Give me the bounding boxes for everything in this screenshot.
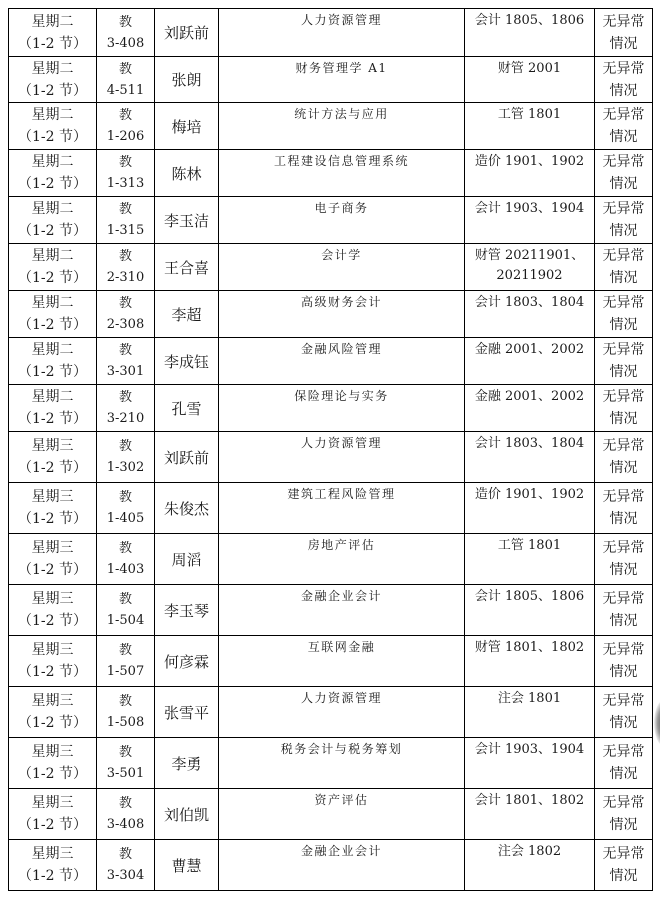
teacher-name: 李勇: [171, 754, 202, 773]
table-row: [9, 585, 653, 636]
teacher-cell: [155, 385, 219, 432]
period-label: （1-2 节）: [18, 766, 87, 782]
course-cell: [219, 789, 465, 840]
status-cell: [595, 57, 653, 103]
day-period-cell: [9, 636, 97, 687]
inspection-status: 无异常情况: [602, 438, 645, 476]
period-label: （1-2 节）: [18, 270, 87, 286]
classroom-cell: [97, 687, 155, 738]
class-group-cell: [465, 534, 595, 585]
class-group: 注会 1802: [497, 844, 562, 859]
inspection-status: 无异常情况: [602, 846, 645, 884]
status-cell: [595, 150, 653, 197]
course-name: 统计方法与应用: [294, 107, 389, 121]
period-label: （1-2 节）: [18, 411, 87, 427]
teacher-cell: [155, 291, 219, 338]
course-cell: [219, 103, 465, 150]
building-label: 教: [118, 694, 132, 709]
course-cell: [219, 291, 465, 338]
class-group: 会计 1801、1802: [474, 793, 585, 808]
weekday-label: 星期三: [31, 693, 74, 709]
course-name: 会计学: [321, 248, 362, 262]
period-label: （1-2 节）: [18, 129, 87, 145]
class-group: 工管 1801: [497, 538, 562, 553]
teacher-cell: [155, 738, 219, 789]
day-period-cell: [9, 738, 97, 789]
course-name: 保险理论与实务: [294, 389, 389, 403]
class-group: 会计 1803、1804: [474, 436, 585, 451]
inspection-status: 无异常情况: [602, 642, 645, 680]
class-group-cell: [465, 197, 595, 244]
building-label: 教: [118, 249, 132, 264]
weekday-label: 星期二: [31, 201, 74, 217]
day-period-cell: [9, 103, 97, 150]
course-cell: [219, 687, 465, 738]
weekday-label: 星期二: [31, 248, 74, 264]
teacher-cell: [155, 103, 219, 150]
room-number: 1-403: [106, 562, 145, 577]
course-name: 金融企业会计: [300, 844, 382, 858]
day-period-cell: [9, 687, 97, 738]
class-group-cell: [465, 483, 595, 534]
inspection-status: 无异常情况: [602, 342, 645, 380]
course-name: 资产评估: [314, 793, 369, 807]
building-label: 教: [118, 390, 132, 405]
weekday-label: 星期三: [31, 438, 74, 454]
table-row: [9, 687, 653, 738]
teacher-name: 曹慧: [171, 856, 202, 875]
room-number: 1-206: [106, 129, 145, 144]
classroom-cell: [97, 585, 155, 636]
building-label: 教: [118, 439, 132, 454]
weekday-label: 星期三: [31, 642, 74, 658]
course-name: 人力资源管理: [300, 13, 382, 27]
room-number: 4-511: [106, 82, 145, 98]
status-cell: [595, 197, 653, 244]
inspection-status: 无异常情况: [602, 154, 645, 192]
classroom-cell: [97, 385, 155, 432]
room-number: 1-504: [106, 613, 145, 628]
room-number: 1-405: [106, 511, 145, 526]
course-cell: [219, 57, 465, 103]
classroom-cell: [97, 291, 155, 338]
teacher-name: 周滔: [171, 550, 202, 569]
period-label: （1-2 节）: [18, 664, 87, 680]
course-name: 高级财务会计: [300, 295, 382, 309]
table-row: [9, 9, 653, 57]
course-name: 人力资源管理: [300, 436, 382, 450]
day-period-cell: [9, 9, 97, 57]
course-name: 房地产评估: [307, 538, 376, 552]
class-group: 金融 2001、2002: [474, 342, 585, 357]
period-label: （1-2 节）: [18, 35, 87, 52]
inspection-status: 无异常情况: [602, 201, 645, 239]
class-group: 注会 1801: [497, 691, 562, 706]
course-cell: [219, 534, 465, 585]
room-number: 1-507: [106, 664, 145, 679]
teacher-name: 刘跃前: [163, 448, 209, 467]
teacher-cell: [155, 840, 219, 891]
table-row: [9, 385, 653, 432]
status-cell: [595, 432, 653, 483]
teacher-name: 刘跃前: [163, 24, 209, 42]
building-label: 教: [118, 343, 132, 358]
course-cell: [219, 738, 465, 789]
weekday-label: 星期二: [31, 107, 74, 123]
weekday-label: 星期三: [31, 744, 74, 760]
weekday-label: 星期二: [31, 60, 74, 77]
building-label: 教: [118, 490, 132, 505]
inspection-status: 无异常情况: [602, 248, 645, 286]
room-number: 1-315: [106, 223, 145, 238]
teacher-name: 梅培: [171, 117, 202, 136]
teacher-cell: [155, 585, 219, 636]
teacher-cell: [155, 57, 219, 103]
teacher-cell: [155, 432, 219, 483]
status-cell: [595, 738, 653, 789]
inspection-status: 无异常情况: [602, 60, 645, 99]
teacher-name: 刘伯凯: [163, 805, 209, 824]
teacher-name: 张朗: [171, 71, 202, 89]
class-group: 造价 1901、1902: [474, 154, 585, 169]
day-period-cell: [9, 150, 97, 197]
inspection-status: 无异常情况: [602, 744, 645, 782]
inspection-schedule-table: [8, 8, 653, 891]
teacher-cell: [155, 534, 219, 585]
room-number: 3-408: [106, 817, 145, 832]
period-label: （1-2 节）: [18, 715, 87, 731]
table-row: [9, 636, 653, 687]
building-label: 教: [118, 14, 132, 30]
building-label: 教: [118, 745, 132, 760]
status-cell: [595, 103, 653, 150]
period-label: （1-2 节）: [18, 223, 87, 239]
table-row: [9, 57, 653, 103]
class-group-cell: [465, 432, 595, 483]
teacher-name: 孔雪: [171, 399, 202, 418]
course-name: 税务会计与税务筹划: [280, 742, 403, 756]
room-number: 1-313: [106, 176, 145, 191]
teacher-cell: [155, 789, 219, 840]
table-row: [9, 150, 653, 197]
weekday-label: 星期三: [31, 846, 74, 862]
table-row: [9, 291, 653, 338]
classroom-cell: [97, 534, 155, 585]
class-group-cell: [465, 103, 595, 150]
page-edge-shadow: [654, 700, 660, 746]
day-period-cell: [9, 291, 97, 338]
status-cell: [595, 534, 653, 585]
inspection-status: 无异常情况: [602, 591, 645, 629]
teacher-cell: [155, 197, 219, 244]
weekday-label: 星期二: [31, 389, 74, 405]
class-group: 财管 1801、1802: [474, 640, 585, 655]
course-name: 金融企业会计: [300, 589, 382, 603]
class-group: 会计 1803、1804: [474, 295, 585, 310]
course-name: 工程建设信息管理系统: [273, 154, 409, 168]
building-label: 教: [118, 643, 132, 658]
day-period-cell: [9, 534, 97, 585]
class-group: 金融 2001、2002: [474, 389, 585, 404]
room-number: 1-302: [106, 460, 145, 475]
teacher-name: 张雪平: [163, 703, 209, 722]
period-label: （1-2 节）: [18, 317, 87, 333]
weekday-label: 星期三: [31, 795, 74, 811]
classroom-cell: [97, 197, 155, 244]
classroom-cell: [97, 840, 155, 891]
class-group: 会计 1805、1806: [474, 13, 585, 28]
classroom-cell: [97, 103, 155, 150]
teacher-name: 李成钰: [163, 352, 209, 371]
schedule-table-body: [9, 9, 653, 891]
period-label: （1-2 节）: [18, 176, 87, 192]
classroom-cell: [97, 338, 155, 385]
status-cell: [595, 840, 653, 891]
course-cell: [219, 585, 465, 636]
table-row: [9, 789, 653, 840]
classroom-cell: [97, 432, 155, 483]
classroom-cell: [97, 244, 155, 291]
teacher-name: 李超: [171, 305, 202, 324]
inspection-status: 无异常情况: [602, 540, 645, 578]
class-group-cell: [465, 57, 595, 103]
room-number: 2-310: [106, 270, 145, 285]
class-group-cell: [465, 9, 595, 57]
day-period-cell: [9, 789, 97, 840]
course-cell: [219, 636, 465, 687]
table-row: [9, 738, 653, 789]
inspection-status: 无异常情况: [602, 107, 645, 145]
period-label: （1-2 节）: [18, 868, 87, 884]
class-group-cell: [465, 687, 595, 738]
weekday-label: 星期三: [31, 489, 74, 505]
classroom-cell: [97, 483, 155, 534]
day-period-cell: [9, 197, 97, 244]
table-row: [9, 197, 653, 244]
period-label: （1-2 节）: [18, 562, 87, 578]
classroom-cell: [97, 636, 155, 687]
weekday-label: 星期二: [31, 342, 74, 358]
course-name: 电子商务: [314, 201, 369, 215]
day-period-cell: [9, 840, 97, 891]
course-name: 金融风险管理: [300, 342, 382, 356]
inspection-status: 无异常情况: [602, 795, 645, 833]
building-label: 教: [118, 108, 132, 123]
class-group: 造价 1901、1902: [474, 487, 585, 502]
building-label: 教: [118, 296, 132, 311]
course-name: 互联网金融: [307, 640, 376, 654]
class-group-cell: [465, 636, 595, 687]
course-name: 财务管理学 A1: [295, 61, 388, 75]
class-group: 财管 20211901、20211902: [474, 248, 585, 283]
status-cell: [595, 636, 653, 687]
weekday-label: 星期三: [31, 591, 74, 607]
period-label: （1-2 节）: [18, 460, 87, 476]
course-name: 人力资源管理: [300, 691, 382, 705]
table-row: [9, 244, 653, 291]
class-group-cell: [465, 385, 595, 432]
table-row: [9, 432, 653, 483]
room-number: 3-501: [106, 766, 145, 781]
teacher-name: 何彦霖: [163, 652, 209, 671]
teacher-name: 王合喜: [163, 258, 209, 277]
course-name: 建筑工程风险管理: [287, 487, 396, 501]
inspection-status: 无异常情况: [602, 389, 645, 427]
teacher-cell: [155, 483, 219, 534]
teacher-cell: [155, 244, 219, 291]
room-number: 2-308: [106, 317, 145, 332]
status-cell: [595, 585, 653, 636]
day-period-cell: [9, 432, 97, 483]
class-group: 会计 1805、1806: [474, 589, 585, 604]
day-period-cell: [9, 57, 97, 103]
class-group-cell: [465, 738, 595, 789]
table-row: [9, 483, 653, 534]
weekday-label: 星期三: [31, 540, 74, 556]
class-group-cell: [465, 150, 595, 197]
status-cell: [595, 483, 653, 534]
teacher-cell: [155, 636, 219, 687]
classroom-cell: [97, 150, 155, 197]
class-group-cell: [465, 789, 595, 840]
weekday-label: 星期二: [31, 295, 74, 311]
day-period-cell: [9, 385, 97, 432]
inspection-status: 无异常情况: [602, 489, 645, 527]
table-row: [9, 840, 653, 891]
teacher-name: 陈林: [171, 164, 202, 183]
course-cell: [219, 840, 465, 891]
period-label: （1-2 节）: [18, 82, 87, 99]
course-cell: [219, 338, 465, 385]
status-cell: [595, 9, 653, 57]
status-cell: [595, 385, 653, 432]
table-row: [9, 534, 653, 585]
weekday-label: 星期二: [31, 154, 74, 170]
period-label: （1-2 节）: [18, 613, 87, 629]
status-cell: [595, 244, 653, 291]
class-group-cell: [465, 585, 595, 636]
room-number: 3-210: [106, 411, 145, 426]
course-cell: [219, 483, 465, 534]
table-row: [9, 338, 653, 385]
class-group-cell: [465, 338, 595, 385]
class-group: 会计 1903、1904: [474, 201, 585, 216]
inspection-status: 无异常情况: [602, 13, 645, 52]
course-cell: [219, 9, 465, 57]
weekday-label: 星期二: [31, 13, 74, 30]
inspection-status: 无异常情况: [602, 295, 645, 333]
day-period-cell: [9, 244, 97, 291]
classroom-cell: [97, 789, 155, 840]
table-row: [9, 103, 653, 150]
building-label: 教: [118, 541, 132, 556]
building-label: 教: [118, 847, 132, 862]
course-cell: [219, 244, 465, 291]
building-label: 教: [118, 155, 132, 170]
teacher-cell: [155, 9, 219, 57]
day-period-cell: [9, 483, 97, 534]
teacher-cell: [155, 687, 219, 738]
status-cell: [595, 687, 653, 738]
building-label: 教: [118, 61, 132, 77]
day-period-cell: [9, 585, 97, 636]
class-group-cell: [465, 244, 595, 291]
teacher-name: 李玉洁: [163, 211, 209, 230]
class-group: 会计 1903、1904: [474, 742, 585, 757]
class-group: 工管 1801: [497, 107, 562, 122]
room-number: 3-408: [106, 35, 145, 51]
class-group-cell: [465, 291, 595, 338]
classroom-cell: [97, 738, 155, 789]
teacher-cell: [155, 338, 219, 385]
course-cell: [219, 432, 465, 483]
course-cell: [219, 197, 465, 244]
classroom-cell: [97, 57, 155, 103]
course-cell: [219, 150, 465, 197]
inspection-status: 无异常情况: [602, 693, 645, 731]
teacher-name: 朱俊杰: [163, 499, 209, 518]
building-label: 教: [118, 202, 132, 217]
teacher-cell: [155, 150, 219, 197]
room-number: 3-301: [106, 364, 145, 379]
room-number: 3-304: [106, 868, 145, 883]
status-cell: [595, 338, 653, 385]
day-period-cell: [9, 338, 97, 385]
period-label: （1-2 节）: [18, 817, 87, 833]
period-label: （1-2 节）: [18, 511, 87, 527]
room-number: 1-508: [106, 715, 145, 730]
class-group-cell: [465, 840, 595, 891]
period-label: （1-2 节）: [18, 364, 87, 380]
building-label: 教: [118, 796, 132, 811]
class-group: 财管 2001: [497, 61, 562, 76]
teacher-name: 李玉琴: [163, 601, 209, 620]
status-cell: [595, 789, 653, 840]
classroom-cell: [97, 9, 155, 57]
course-cell: [219, 385, 465, 432]
building-label: 教: [118, 592, 132, 607]
status-cell: [595, 291, 653, 338]
